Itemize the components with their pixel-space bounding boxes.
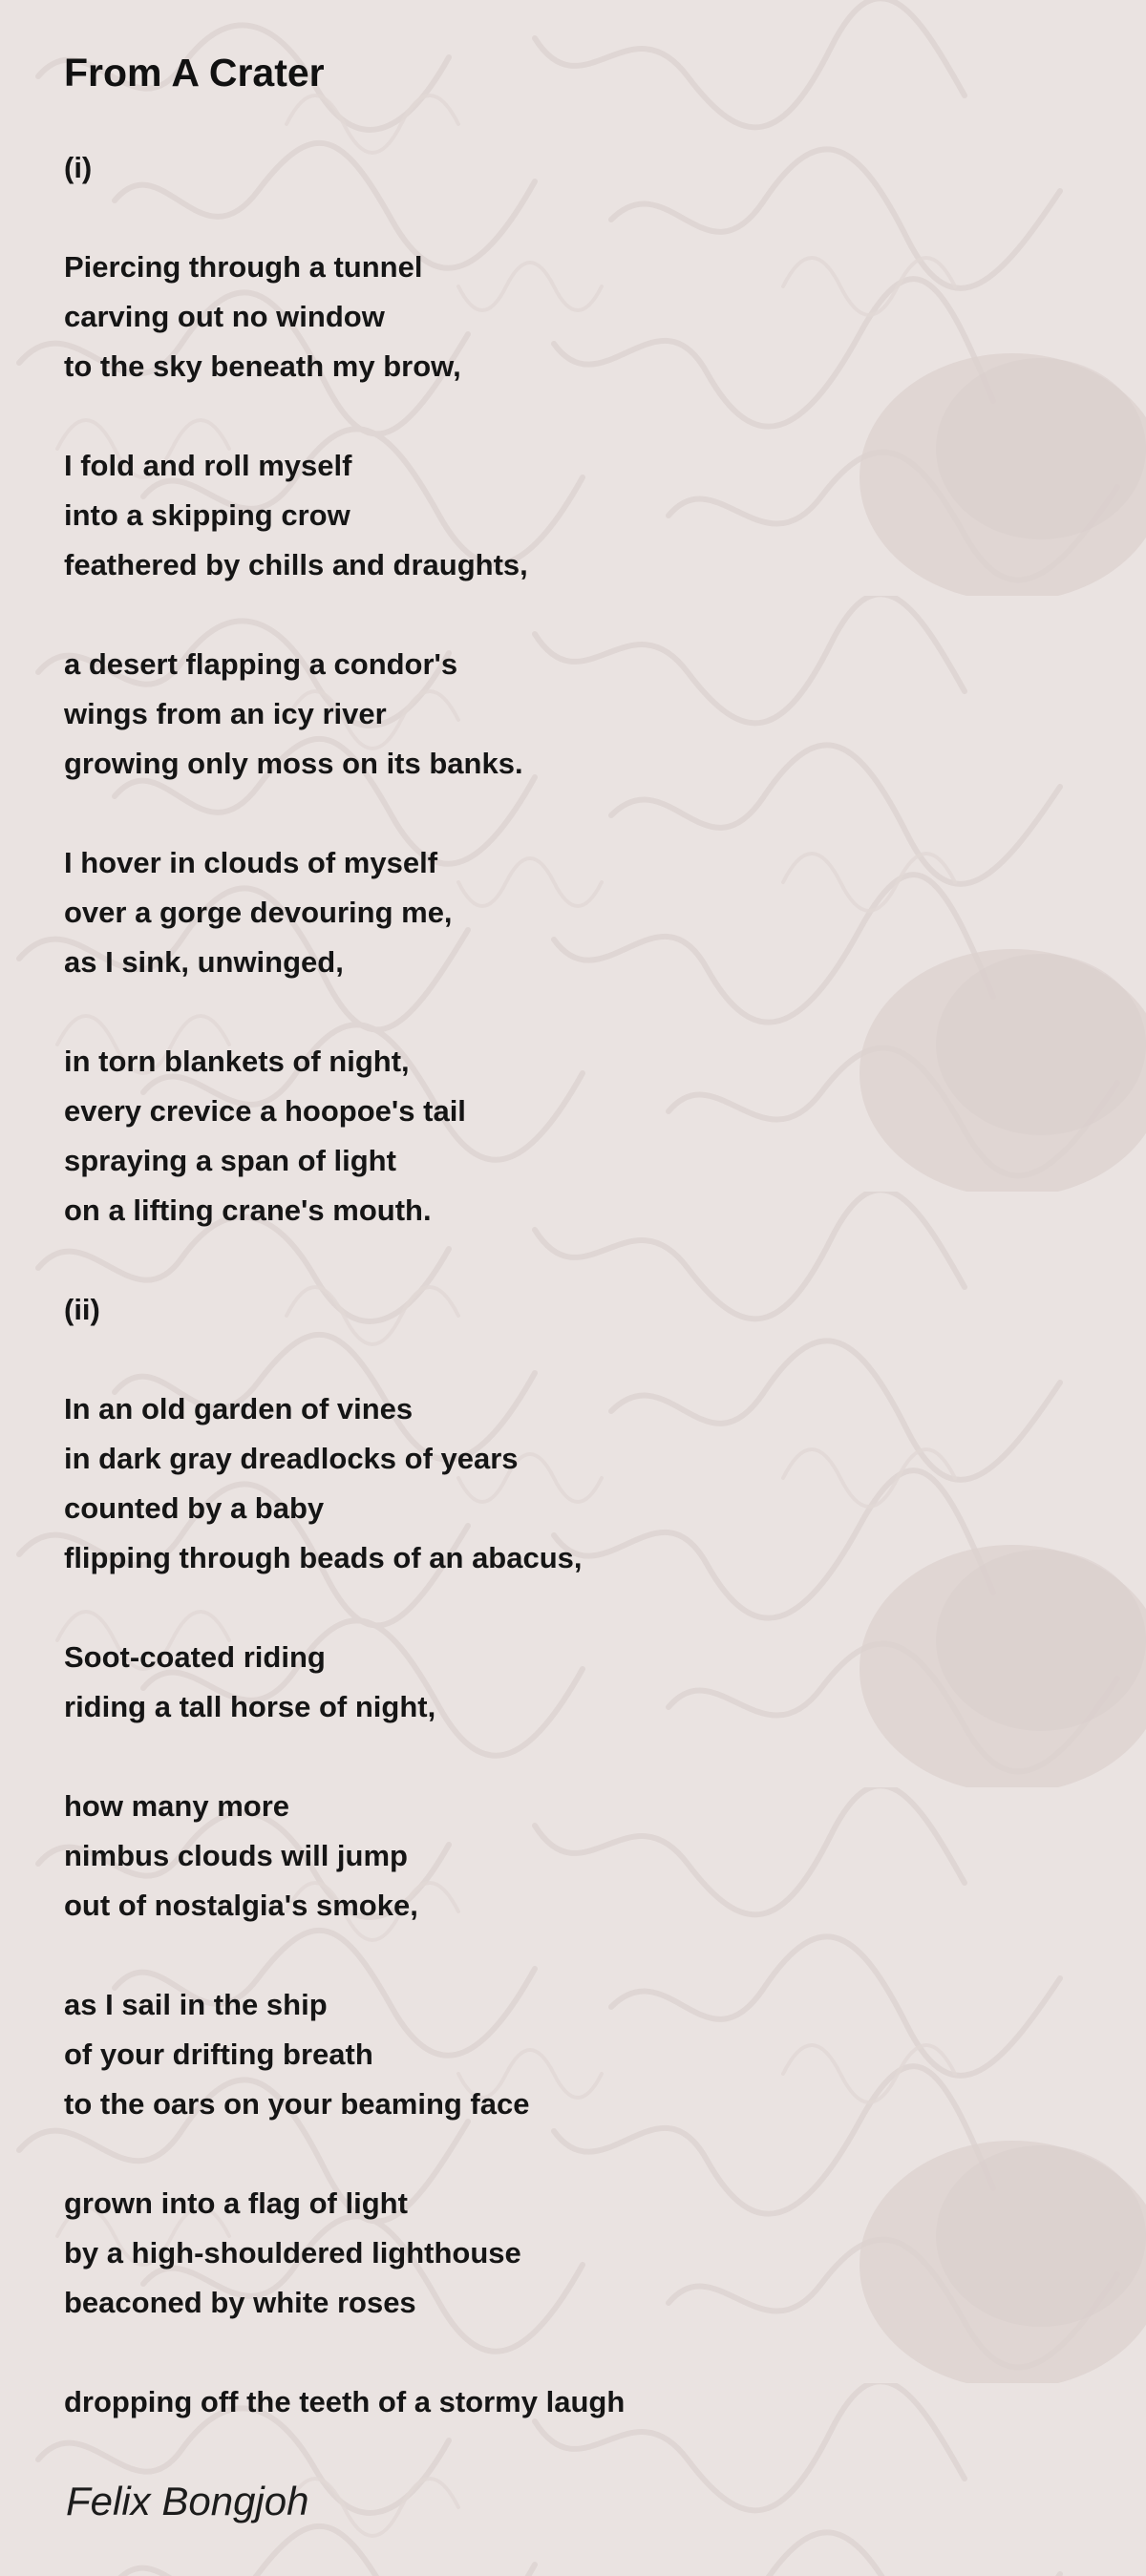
poem-title: From A Crater [64, 51, 325, 95]
stanza-break [64, 987, 1076, 1037]
poem-body [64, 143, 1076, 2427]
poem-line: a desert flapping a condor's [64, 647, 458, 681]
poem-line: growing only moss on its banks. [64, 747, 523, 780]
poem-line: nimbus clouds will jump [64, 1839, 408, 1872]
poem-author: Felix Bongjoh [66, 2479, 309, 2523]
poem-line: riding a tall horse of night, [64, 1690, 436, 1723]
poem-line: I hover in clouds of myself [64, 846, 438, 879]
poem-line: wings from an icy river [64, 697, 387, 730]
stanza-break [64, 1583, 1076, 1633]
poem-line: (ii) [64, 1293, 100, 1326]
stanza-break [64, 1931, 1076, 1980]
poem-line: to the sky beneath my brow, [64, 349, 461, 383]
poem-line: Piercing through a tunnel [64, 250, 423, 284]
stanza-break [64, 2129, 1076, 2179]
stanza-break [64, 391, 1076, 441]
stanza-break [64, 1235, 1076, 1285]
poem-line: dropping off the teeth of a stormy laugh [64, 2385, 626, 2418]
stanza-break [64, 193, 1076, 243]
poem-line: counted by a baby [64, 1491, 325, 1525]
poem-line: in dark gray dreadlocks of years [64, 1442, 519, 1475]
poem-line: spraying a span of light [64, 1144, 396, 1177]
poem-line: by a high-shouldered lighthouse [64, 2236, 521, 2270]
poem-line: In an old garden of vines [64, 1392, 414, 1425]
poem-line: out of nostalgia's smoke, [64, 1889, 418, 1922]
poem-line: as I sink, unwinged, [64, 945, 344, 979]
poem-line: how many more [64, 1789, 289, 1823]
poem-line: to the oars on your beaming face [64, 2087, 530, 2121]
poem-line: (i) [64, 151, 93, 184]
stanza-break [64, 590, 1076, 640]
poem-line: feathered by chills and draughts, [64, 548, 528, 581]
poem-line: of your drifting breath [64, 2038, 373, 2071]
poem-line: flipping through beads of an abacus, [64, 1541, 583, 1574]
stanza-break [64, 789, 1076, 838]
poem-line: Soot-coated riding [64, 1640, 326, 1674]
poem-line: as I sail in the ship [64, 1988, 328, 2021]
poem-line: carving out no window [64, 300, 385, 333]
poem-line: beaconed by white roses [64, 2286, 416, 2319]
poem-line: over a gorge devouring me, [64, 896, 453, 929]
poem-line: in torn blankets of night, [64, 1045, 410, 1078]
poem-line: grown into a flag of light [64, 2186, 408, 2220]
stanza-break [64, 1732, 1076, 1782]
poem-line: every crevice a hoopoe's tail [64, 1094, 466, 1128]
poem-line: on a lifting crane's mouth. [64, 1193, 432, 1227]
stanza-break [64, 1335, 1076, 1384]
stanza-break [64, 2328, 1076, 2377]
poem-line: I fold and roll myself [64, 449, 352, 482]
poem-line: into a skipping crow [64, 498, 350, 532]
